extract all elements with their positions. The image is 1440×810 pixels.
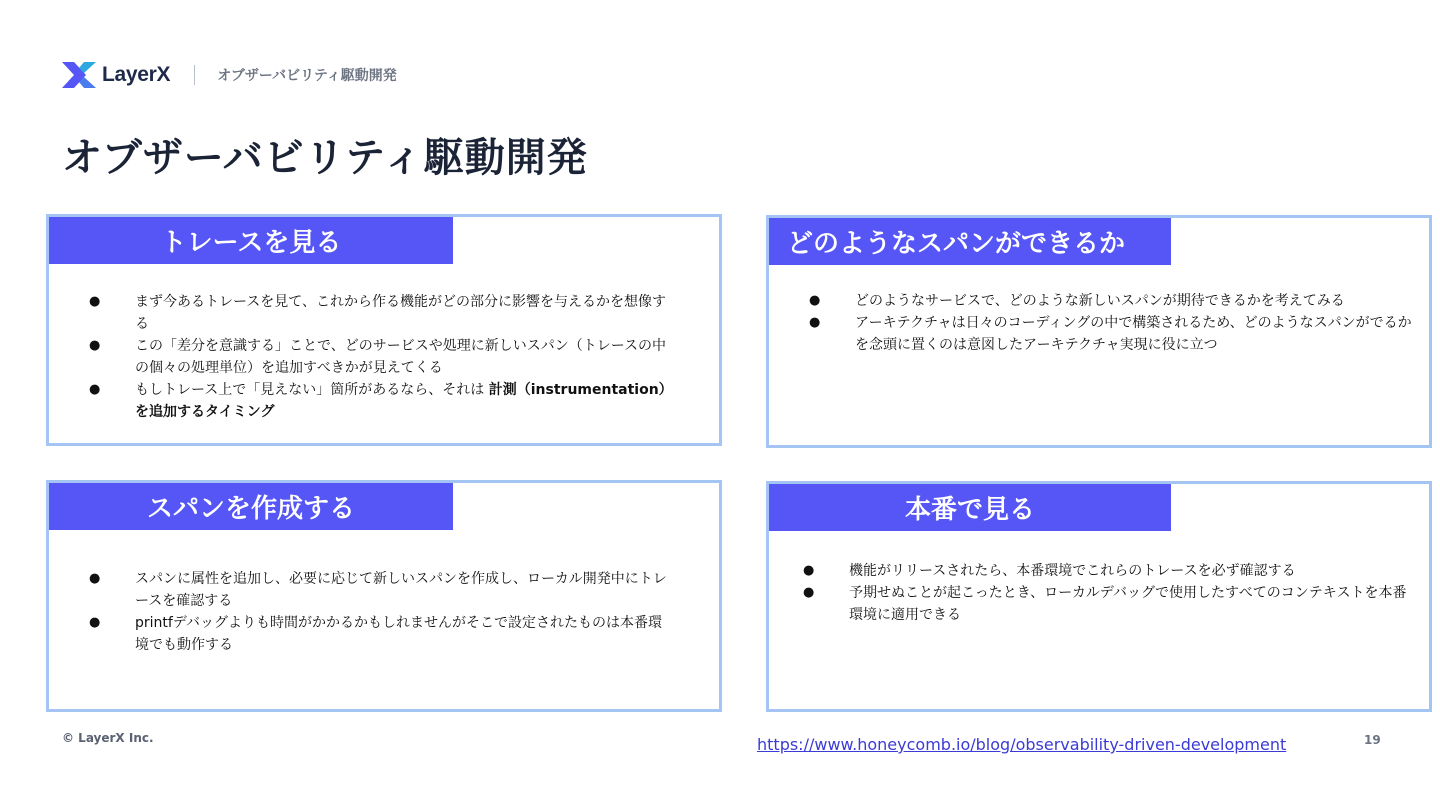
list-item: ● 機能がリリースされたら、本番環境でこれらのトレースを必ず確認する	[803, 560, 1413, 582]
list-item: ● スパンに属性を追加し、必要に応じて新しいスパンを作成し、ローカル開発中にトレースを確認する	[89, 568, 669, 612]
copyright: © LayerX Inc.	[62, 731, 154, 745]
logo-text: LayerX	[102, 63, 171, 86]
source-link[interactable]: https://www.honeycomb.io/blog/observability-driven-development	[757, 735, 1287, 754]
list-item: ● アーキテクチャは日々のコーディングの中で構築されるため、どのようなスパンがでるかを念頭に置くのは意図したアーキテクチャ実現に役に立つ	[809, 312, 1419, 356]
page-title: オブザーバビリティ駆動開発	[62, 135, 588, 181]
page-number: 19	[1364, 733, 1381, 747]
list-item: ● まず今あるトレースを見て、これから作る機能がどの部分に影響を与えるかを想像する	[89, 291, 669, 335]
bullet-icon: ●	[803, 585, 815, 600]
list-item: ● もしトレース上で「見えない」箇所があるなら、それは 計測（instrumentation）を追加するタイミング	[89, 379, 669, 423]
bullet-list	[809, 290, 1419, 356]
list-item: ● どのようなサービスで、どのような新しいスパンが期待できるかを考えてみる	[809, 290, 1419, 312]
emphasis-text: 計測（instrumentation）を追加するタイミング	[135, 382, 666, 420]
bullet-icon: ●	[809, 293, 821, 308]
bullet-icon: ●	[809, 315, 821, 330]
card-title: どのようなスパンができるか	[769, 218, 1171, 265]
bullet-list	[89, 568, 669, 656]
bullet-icon: ●	[89, 382, 101, 397]
bullet-icon: ●	[89, 294, 101, 309]
card-title: 本番で見る	[769, 484, 1171, 531]
layerx-logo-icon	[62, 60, 96, 90]
bullet-icon: ●	[89, 338, 101, 353]
list-item: ● 予期せぬことが起こったとき、ローカルデバッグで使用したすべてのコンテキストを本番環境に適用できる	[803, 582, 1413, 626]
bullet-icon: ●	[89, 615, 101, 630]
card-title: トレースを見る	[49, 217, 453, 264]
bullet-icon: ●	[803, 563, 815, 578]
card-possible-spans	[766, 215, 1432, 448]
header-divider	[194, 65, 195, 85]
list-item: ● printfデバッグよりも時間がかかるかもしれませんがそこで設定されたものは本番環境でも動作する	[89, 612, 669, 656]
card-view-in-production	[766, 481, 1432, 712]
bullet-icon: ●	[89, 571, 101, 586]
bullet-list	[803, 560, 1413, 626]
header	[62, 60, 397, 90]
card-view-traces	[46, 214, 722, 446]
bullet-list	[89, 291, 669, 423]
list-item: ● この「差分を意識する」ことで、どのサービスや処理に新しいスパン（トレースの中の個々の処理単位）を追加すべきかが見えてくる	[89, 335, 669, 379]
card-title: スパンを作成する	[49, 483, 453, 530]
header-subtitle: オブザーバビリティ駆動開発	[217, 68, 397, 84]
card-create-spans	[46, 480, 722, 712]
